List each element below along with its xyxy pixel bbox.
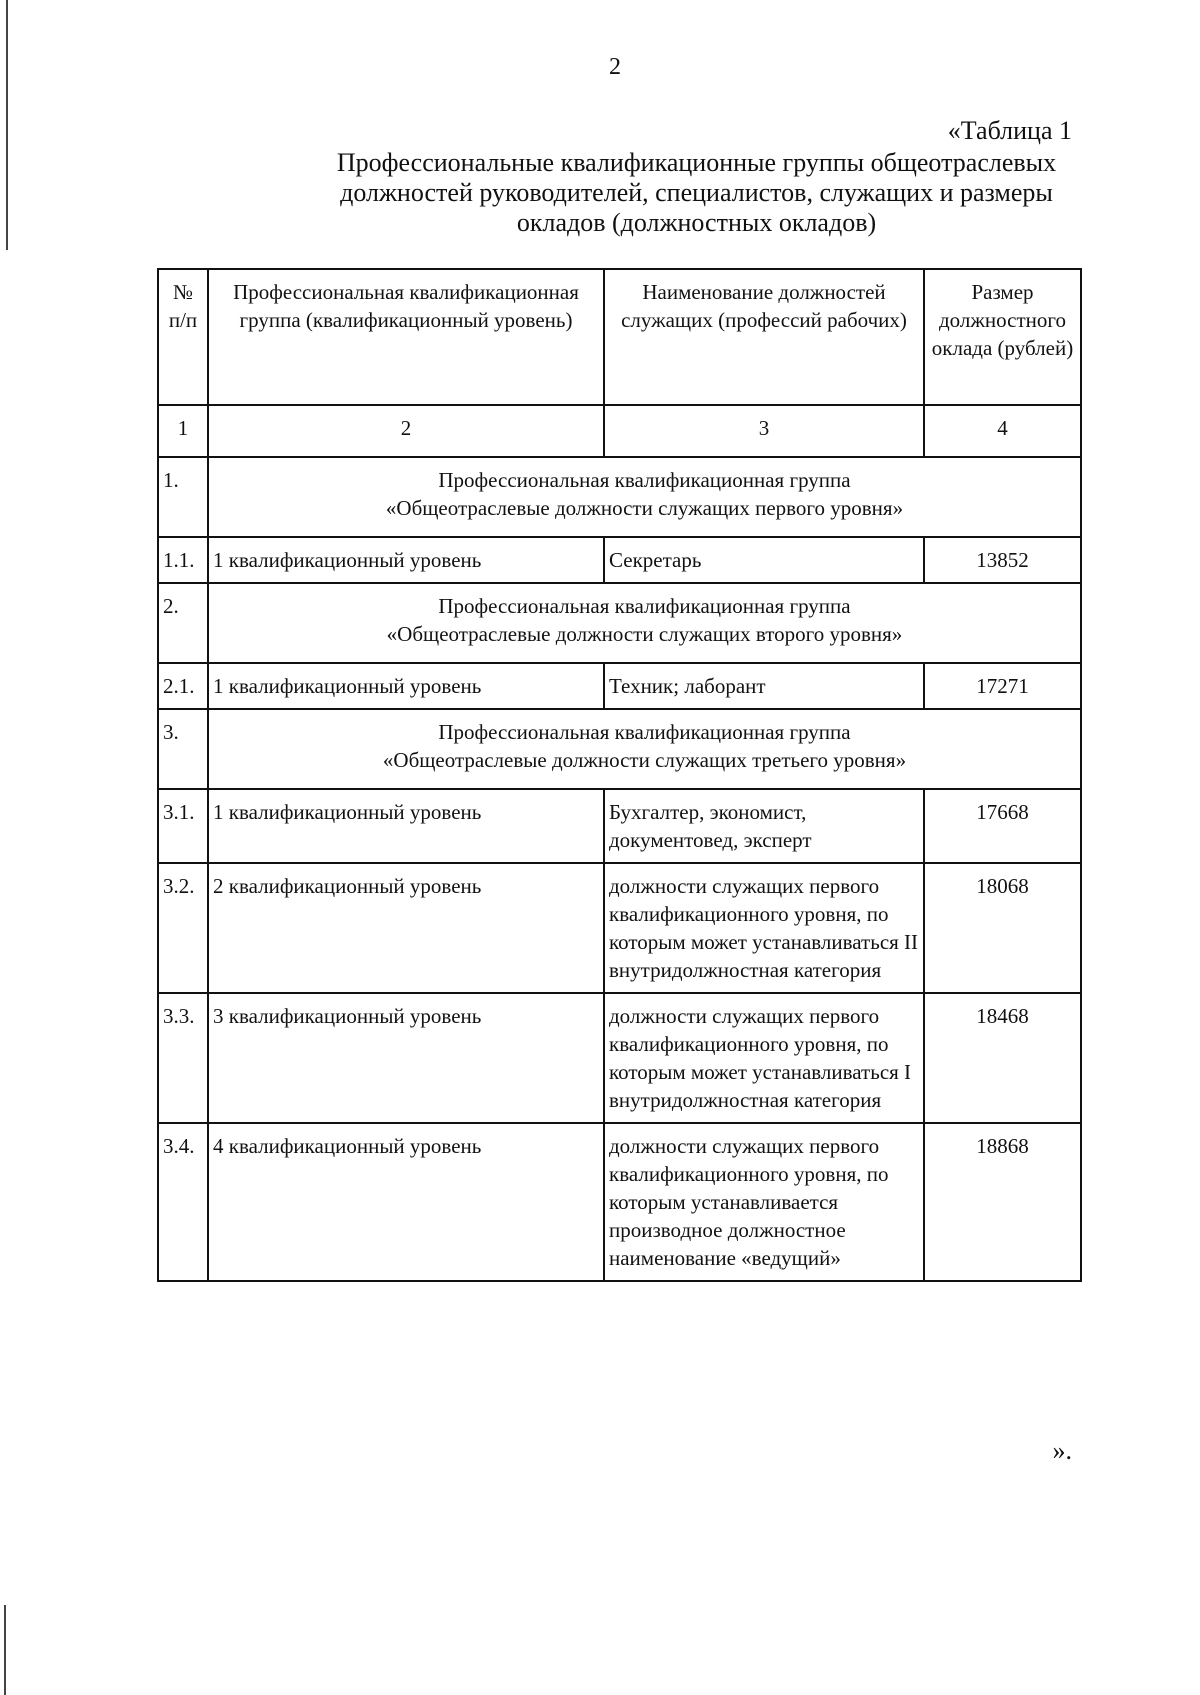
group-title-line: «Общеотраслевые должности служащих первого уровня» bbox=[385, 496, 904, 520]
row-number: 1.1. bbox=[158, 537, 208, 583]
table-title bbox=[155, 148, 1200, 238]
table-row bbox=[158, 1123, 1081, 1281]
row-number: 3.3. bbox=[158, 993, 208, 1123]
row-level: 4 квалификационный уровень bbox=[208, 1123, 604, 1281]
table-row bbox=[158, 537, 1081, 583]
row-positions: должности служащих первого квалификационного уровня, по которым может устанавливаться II внутридолжностная категория bbox=[604, 863, 924, 993]
scan-edge-mark bbox=[6, 0, 8, 250]
table-row bbox=[158, 789, 1081, 863]
row-level: 1 квалификационный уровень bbox=[208, 789, 604, 863]
row-salary: 13852 bbox=[924, 537, 1081, 583]
row-salary: 18068 bbox=[924, 863, 1081, 993]
group-row bbox=[158, 583, 1081, 663]
group-title-line: Профессиональная квалификационная группа bbox=[438, 720, 851, 744]
group-number: 3. bbox=[158, 709, 208, 789]
table-row bbox=[158, 993, 1081, 1123]
row-level: 2 квалификационный уровень bbox=[208, 863, 604, 993]
header-salary: Размер должностного оклада (рублей) bbox=[924, 269, 1081, 405]
row-level: 3 квалификационный уровень bbox=[208, 993, 604, 1123]
table-header-row bbox=[158, 269, 1081, 405]
row-positions: должности служащих первого квалификационного уровня, по которым устанавливается производное должностное наименование «ведущий» bbox=[604, 1123, 924, 1281]
group-title-line: «Общеотраслевые должности служащих третьего уровня» bbox=[382, 748, 907, 772]
table-reference: «Таблица 1 bbox=[947, 116, 1072, 145]
row-level: 1 квалификационный уровень bbox=[208, 663, 604, 709]
group-title bbox=[208, 583, 1081, 663]
group-title-line: «Общеотраслевые должности служащих второго уровня» bbox=[386, 622, 903, 646]
row-positions: Техник; лаборант bbox=[604, 663, 924, 709]
group-title-line: Профессиональная квалификационная группа bbox=[438, 594, 851, 618]
group-number: 2. bbox=[158, 583, 208, 663]
closing-quote: ». bbox=[1052, 1436, 1072, 1465]
row-salary: 17668 bbox=[924, 789, 1081, 863]
title-line: окладов (должностных окладов) bbox=[516, 208, 877, 237]
group-number: 1. bbox=[158, 457, 208, 537]
title-line: Профессиональные квалификационные группы общеотраслевых bbox=[336, 148, 1057, 177]
group-row bbox=[158, 709, 1081, 789]
column-number: 4 bbox=[924, 405, 1081, 457]
row-salary: 17271 bbox=[924, 663, 1081, 709]
table-row bbox=[158, 863, 1081, 993]
group-title bbox=[208, 457, 1081, 537]
header-position-names: Наименование должностей служащих (профессий рабочих) bbox=[604, 269, 924, 405]
header-qualification-group: Профессиональная квалификационная группа (квалификационный уровень) bbox=[208, 269, 604, 405]
column-number: 2 bbox=[208, 405, 604, 457]
row-number: 3.4. bbox=[158, 1123, 208, 1281]
title-line: должностей руководителей, специалистов, служащих и размеры bbox=[340, 178, 1053, 207]
table-row bbox=[158, 663, 1081, 709]
group-title bbox=[208, 709, 1081, 789]
row-number: 3.1. bbox=[158, 789, 208, 863]
row-salary: 18868 bbox=[924, 1123, 1081, 1281]
row-level: 1 квалификационный уровень bbox=[208, 537, 604, 583]
row-salary: 18468 bbox=[924, 993, 1081, 1123]
row-positions: должности служащих первого квалификационного уровня, по которым может устанавливаться I внутридолжностная категория bbox=[604, 993, 924, 1123]
column-number: 3 bbox=[604, 405, 924, 457]
group-title-line: Профессиональная квалификационная группа bbox=[438, 468, 851, 492]
row-number: 3.2. bbox=[158, 863, 208, 993]
group-row bbox=[158, 457, 1081, 537]
row-positions: Секретарь bbox=[604, 537, 924, 583]
header-number: № п/п bbox=[158, 269, 208, 405]
qualification-groups-table bbox=[157, 268, 1082, 1282]
column-number-row bbox=[158, 405, 1081, 457]
scan-edge-mark bbox=[4, 1605, 6, 1695]
page-number: 2 bbox=[609, 54, 621, 80]
column-number: 1 bbox=[158, 405, 208, 457]
row-number: 2.1. bbox=[158, 663, 208, 709]
row-positions: Бухгалтер, экономист, документовед, эксперт bbox=[604, 789, 924, 863]
